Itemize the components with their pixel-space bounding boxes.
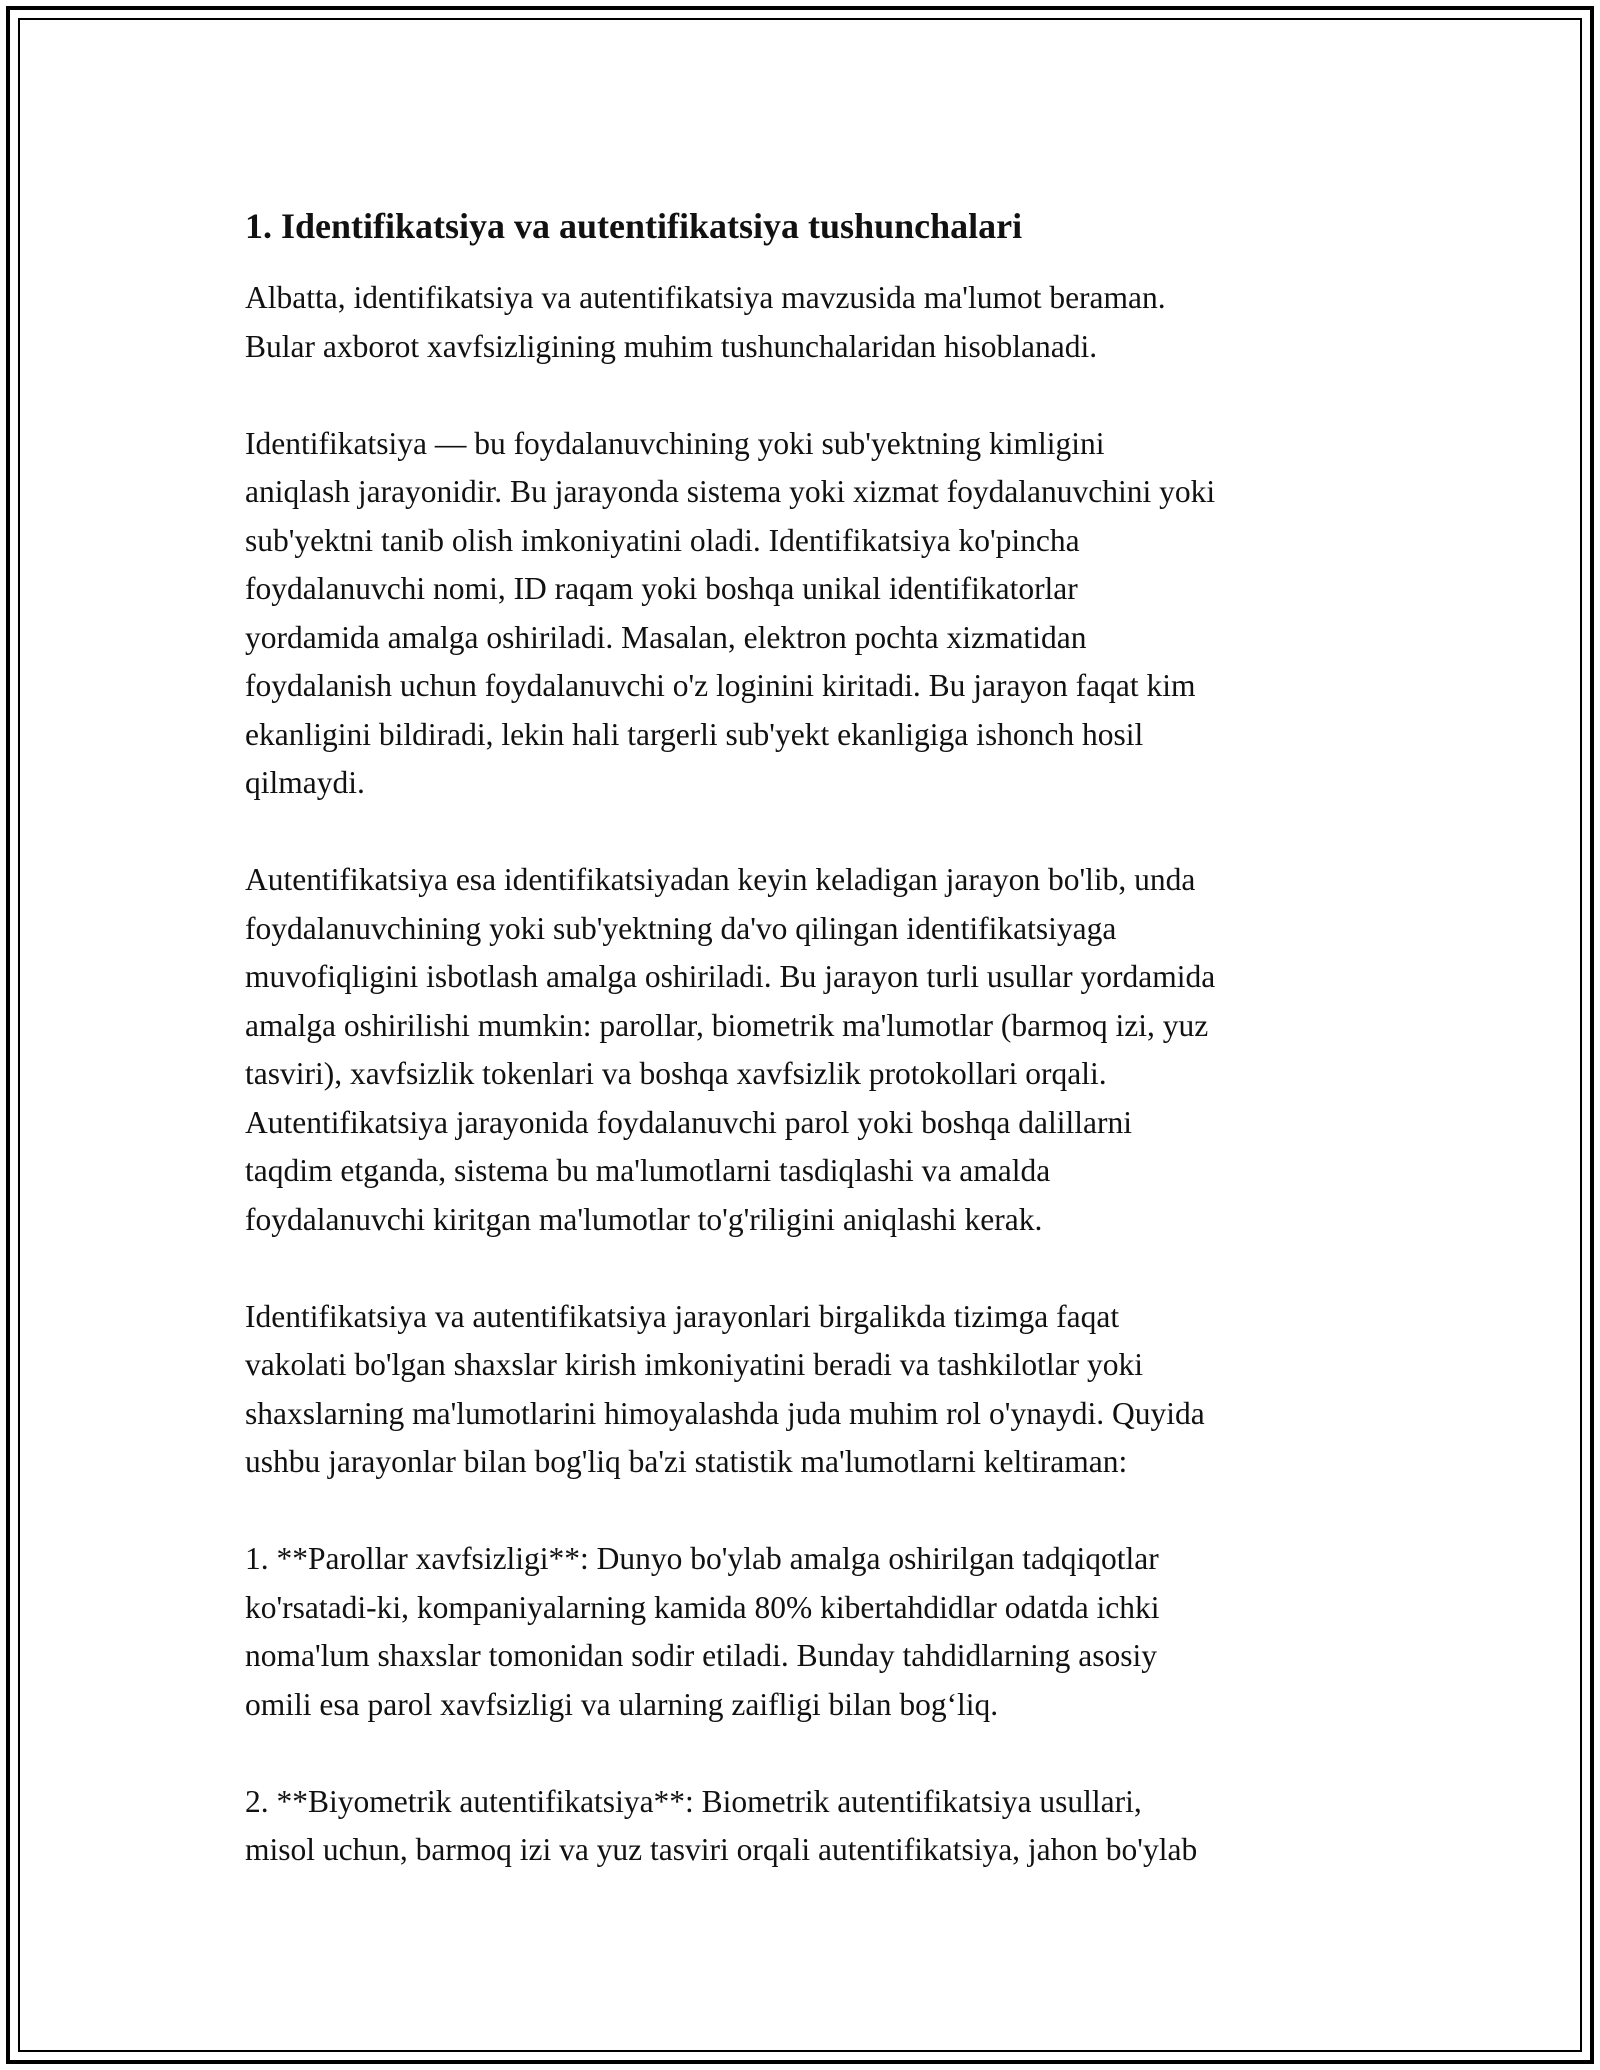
text-line: foydalanuvchining yoki sub'yektning da'vo qilingan identifikatsiyaga (245, 910, 1117, 946)
text-line: Autentifikatsiya jarayonida foydalanuvchi parol yoki boshqa dalillarni (245, 1104, 1132, 1140)
text-line: Autentifikatsiya esa identifikatsiyadan keyin keladigan jarayon bo'lib, unda (245, 862, 1196, 897)
paragraph-authentication (245, 856, 1405, 1244)
text-line: misol uchun, barmoq izi va yuz tasviri orqali autentifikatsiya, jahon bo'ylab (245, 1832, 1198, 1867)
paragraph-identification (245, 420, 1405, 808)
text-line: amalga oshirilishi mumkin: parollar, biometrik ma'lumotlar (barmoq izi, yuz (245, 1007, 1209, 1043)
text-line: muvofiqligini isbotlash amalga oshiriladi. Bu jarayon turli usullar yordamida (245, 959, 1216, 994)
text-line: Albatta, identifikatsiya va autentifikatsiya mavzusida ma'lumot beraman. (245, 280, 1166, 315)
text-line: tasviri), xavfsizlik tokenlari va boshqa xavfsizlik protokollari orqali. (245, 1056, 1107, 1091)
page-frame (6, 6, 1594, 2064)
text-line: ekanligini bildiradi, lekin hali targerli sub'yekt ekanligiga ishonch hosil (245, 716, 1144, 752)
text-line: Identifikatsiya va autentifikatsiya jarayonlari birgalikda tizimga faqat (245, 1298, 1120, 1334)
text-line: qilmaydi. (245, 765, 365, 800)
text-line: noma'lum shaxslar tomonidan sodir etiladi. Bunday tahdidlarning asosiy (245, 1638, 1158, 1673)
text-line: ushbu jarayonlar bilan bog'liq ba'zi statistik ma'lumotlarni keltiraman: (245, 1444, 1128, 1479)
text-line: vakolati bo'lgan shaxslar kirish imkoniyatini beradi va tashkilotlar yoki (245, 1347, 1143, 1382)
document-title: 1. Identifikatsiya va autentifikatsiya tushunchalari (245, 206, 1023, 246)
text-line: 2. **Biyometrik autentifikatsiya**: Biometrik autentifikatsiya usullari, (245, 1783, 1142, 1819)
text-line: Identifikatsiya — bu foydalanuvchining yoki sub'yektning kimligini (245, 425, 1105, 461)
text-line: foydalanish uchun foydalanuvchi o'z loginini kiritadi. Bu jarayon faqat kim (245, 668, 1196, 703)
document-body (245, 200, 1405, 1923)
text-line: sub'yektni tanib olish imkoniyatini oladi. Identifikatsiya ko'pincha (245, 522, 1080, 558)
text-line: foydalanuvchi kiritgan ma'lumotlar to'g'riligini aniqlashi kerak. (245, 1201, 1043, 1237)
text-line: shaxslarning ma'lumotlarini himoyalashda juda muhim rol o'ynaydi. Quyida (245, 1395, 1205, 1431)
paragraph-combined-processes (245, 1293, 1405, 1487)
text-line: yordamida amalga oshiriladi. Masalan, elektron pochta xizmatidan (245, 619, 1087, 655)
text-line: taqdim etganda, sistema bu ma'lumotlarni tasdiqlashi va amalda (245, 1153, 1051, 1188)
text-line: ko'rsatadi-ki, kompaniyalarning kamida 80% kibertahdidlar odatda ichki (245, 1589, 1160, 1625)
list-item-biometric-authentication (245, 1778, 1405, 1875)
paragraph-intro (245, 274, 1405, 371)
text-line: omili esa parol xavfsizligi va ularning zaifligi bilan bog‘liq. (245, 1686, 999, 1722)
list-item-password-security (245, 1535, 1405, 1729)
text-line: aniqlash jarayonidir. Bu jarayonda sistema yoki xizmat foydalanuvchini yoki (245, 474, 1216, 509)
text-line: foydalanuvchi nomi, ID raqam yoki boshqa unikal identifikatorlar (245, 571, 1078, 606)
text-line: 1. **Parollar xavfsizligi**: Dunyo bo'ylab amalga oshirilgan tadqiqotlar (245, 1541, 1159, 1576)
text-line: Bular axborot xavfsizligining muhim tushunchalaridan hisoblanadi. (245, 328, 1098, 364)
